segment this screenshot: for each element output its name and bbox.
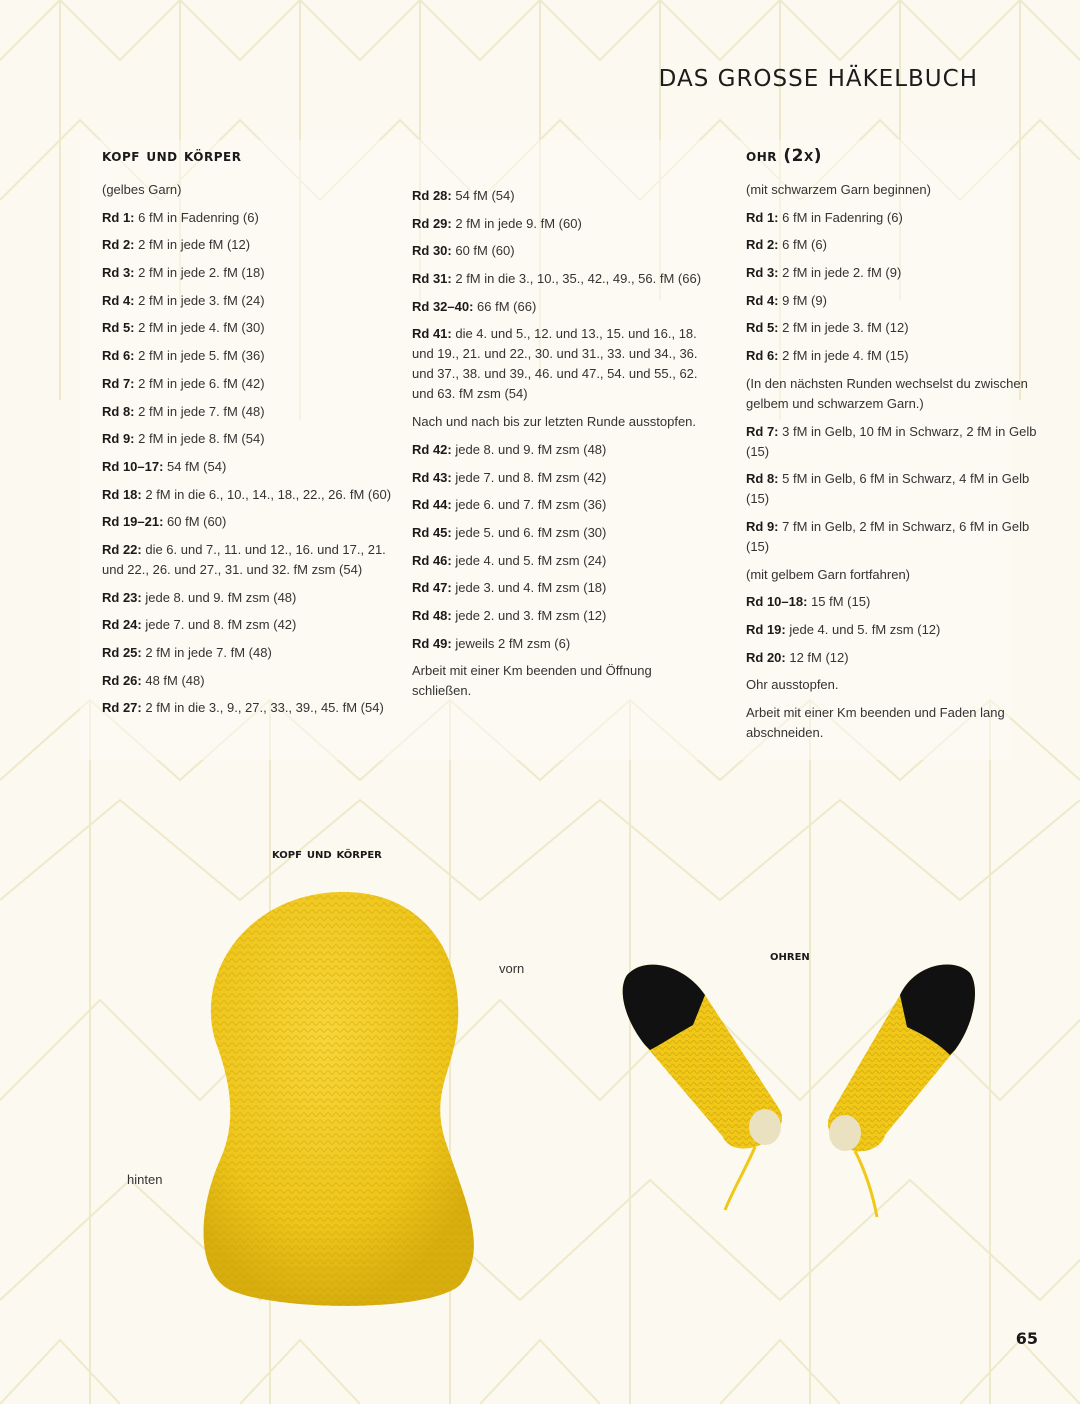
- row-text: die 4. und 5., 12. und 13., 15. und 16., 18. und 19., 21. und 22., 30. und 31., 33. und 34., 36. und 37., 38. und 39., 46. und 47., 54. und 55., 62. und 63. fM zsm (54): [412, 326, 698, 402]
- instruction-row: [412, 551, 712, 571]
- crochet-body-image: [190, 880, 500, 1320]
- row-text: jede 8. und 9. fM zsm (48): [451, 441, 607, 457]
- row-label: Rd 41:: [412, 326, 452, 342]
- body-instructions-column-1: [102, 146, 392, 726]
- figure-label-front: vorn: [499, 961, 525, 976]
- row-label: Rd 18:: [102, 486, 142, 502]
- ear-instructions-column: [746, 146, 1046, 751]
- instruction-row: [102, 457, 392, 477]
- instruction-row: [746, 422, 1046, 462]
- row-label: Rd 2:: [102, 237, 135, 253]
- instruction-row: [102, 263, 392, 283]
- instruction-row: [746, 703, 1046, 743]
- instruction-row: [102, 318, 392, 338]
- instruction-row: [102, 346, 392, 366]
- instruction-row: [102, 671, 392, 691]
- row-text: 2 fM in jede 2. fM (9): [778, 265, 902, 281]
- row-label: Rd 24:: [102, 617, 142, 633]
- instruction-row: [102, 698, 392, 718]
- page-number: 65: [1015, 1329, 1038, 1348]
- row-label: Rd 48:: [412, 607, 452, 623]
- row-label: Rd 28:: [412, 188, 452, 203]
- row-text: 2 fM in jede 7. fM (48): [141, 645, 272, 660]
- instruction-row: [746, 346, 1046, 366]
- row-text: jede 3. und 4. fM zsm (18): [451, 580, 607, 596]
- row-text: 54 fM (54): [451, 188, 515, 203]
- instruction-row: [412, 269, 712, 289]
- row-label: Rd 4:: [102, 292, 135, 308]
- row-label: Rd 22:: [102, 541, 142, 557]
- row-label: Rd 10–17:: [102, 458, 164, 474]
- instruction-row: [102, 643, 392, 663]
- row-text: jede 8. und 9. fM zsm (48): [141, 589, 297, 605]
- row-text: 2 fM in jede 3. fM (24): [134, 292, 265, 308]
- row-text: 6 fM in Fadenring (6): [134, 209, 259, 225]
- row-text: Ohr ausstopfen.: [746, 677, 839, 693]
- row-label: Rd 6:: [746, 348, 779, 364]
- row-text: 2 fM in jede 4. fM (30): [134, 320, 265, 336]
- row-text: 2 fM in die 6., 10., 14., 18., 22., 26. fM (60): [141, 486, 392, 502]
- instruction-row: [102, 588, 392, 608]
- instruction-row: [102, 235, 392, 255]
- row-label: Rd 31:: [412, 271, 452, 287]
- row-label: Rd 10–18:: [746, 594, 808, 610]
- yarn-note: (mit schwarzem Garn beginnen): [746, 182, 931, 197]
- row-text: 2 fM in jede 4. fM (15): [778, 348, 909, 364]
- row-text: 2 fM in jede 5. fM (36): [134, 348, 265, 364]
- section-heading-ear: ohr (2x): [746, 146, 823, 166]
- row-label: Rd 2:: [746, 237, 779, 253]
- row-label: Rd 1:: [746, 209, 779, 225]
- row-label: Rd 7:: [102, 375, 135, 391]
- row-text: 9 fM (9): [778, 292, 827, 308]
- body-instructions-column-2: [412, 186, 712, 709]
- row-text: 5 fM in Gelb, 6 fM in Schwarz, 4 fM in Gelb (15): [746, 471, 1030, 507]
- row-label: Rd 30:: [412, 243, 452, 259]
- row-label: Rd 5:: [746, 320, 779, 336]
- row-label: Rd 4:: [746, 292, 779, 308]
- instruction-row: [412, 468, 712, 488]
- row-label: Rd 19:: [746, 621, 786, 637]
- figure-label-body: kopf und körper: [272, 846, 382, 862]
- row-text: 3 fM in Gelb, 10 fM in Schwarz, 2 fM in Gelb (15): [746, 423, 1037, 459]
- instruction-row: [746, 263, 1046, 283]
- instruction-row: [746, 235, 1046, 255]
- row-label: Rd 25:: [102, 645, 142, 660]
- instruction-row: [412, 186, 712, 206]
- instruction-row: [746, 318, 1046, 338]
- row-label: Rd 46:: [412, 552, 452, 568]
- row-label: Rd 3:: [102, 265, 135, 281]
- row-text: 7 fM in Gelb, 2 fM in Schwarz, 6 fM in Gelb (15): [746, 518, 1030, 554]
- instruction-row: [102, 208, 392, 228]
- instruction-row: [746, 675, 1046, 695]
- row-label: Rd 47:: [412, 580, 452, 596]
- row-label: Rd 1:: [102, 209, 135, 225]
- row-text: 2 fM in die 3., 9., 27., 33., 39., 45. fM (54): [141, 700, 384, 716]
- row-text: Arbeit mit einer Km beenden und Faden lang abschneiden.: [746, 705, 1005, 740]
- instruction-row: [412, 495, 712, 515]
- instruction-row: [746, 517, 1046, 557]
- row-text: jede 5. und 6. fM zsm (30): [451, 524, 607, 540]
- row-text: 2 fM in jede 8. fM (54): [134, 431, 265, 447]
- row-label: Rd 26:: [102, 672, 142, 688]
- instruction-row: [746, 620, 1046, 640]
- row-text: 48 fM (48): [141, 672, 205, 688]
- crochet-ears-image: [615, 955, 985, 1225]
- row-label: Rd 27:: [102, 700, 142, 716]
- row-text: 2 fM in jede 6. fM (42): [134, 375, 265, 391]
- instruction-row: [412, 412, 712, 432]
- row-text: 54 fM (54): [163, 458, 227, 474]
- row-label: Rd 8:: [102, 403, 135, 419]
- row-label: Rd 44:: [412, 497, 452, 513]
- row-label: Rd 49:: [412, 635, 452, 651]
- row-text: 6 fM (6): [778, 237, 827, 253]
- figure-label-back: hinten: [127, 1172, 163, 1187]
- row-text: 2 fM in jede 2. fM (18): [134, 265, 265, 281]
- figure-label-ears: ohren: [770, 948, 810, 964]
- row-text: 2 fM in jede 9. fM (60): [451, 215, 582, 231]
- yarn-note: (gelbes Garn): [102, 182, 182, 197]
- instruction-row: [746, 648, 1046, 668]
- row-text: (In den nächsten Runden wechselst du zwischen gelbem und schwarzem Garn.): [746, 375, 1028, 411]
- instruction-row: [412, 523, 712, 543]
- instruction-row: [102, 402, 392, 422]
- row-text: jede 7. und 8. fM zsm (42): [451, 469, 607, 485]
- instruction-row: [746, 592, 1046, 612]
- row-text: 2 fM in jede 7. fM (48): [134, 403, 265, 419]
- instruction-row: [412, 214, 712, 234]
- instruction-row: [412, 606, 712, 626]
- instruction-row: [412, 297, 712, 317]
- row-text: (mit gelbem Garn fortfahren): [746, 566, 911, 582]
- instruction-row: [412, 661, 712, 701]
- row-text: 60 fM (60): [451, 243, 515, 259]
- row-text: 15 fM (15): [807, 594, 871, 610]
- row-label: Rd 23:: [102, 589, 142, 605]
- row-text: jede 7. und 8. fM zsm (42): [141, 617, 297, 633]
- instruction-row: [412, 324, 712, 404]
- row-label: Rd 6:: [102, 348, 135, 364]
- row-text: 60 fM (60): [163, 514, 227, 530]
- row-label: Rd 7:: [746, 423, 779, 439]
- row-label: Rd 9:: [102, 431, 135, 447]
- instruction-row: [102, 291, 392, 311]
- instruction-row: [102, 512, 392, 532]
- instruction-row: [746, 565, 1046, 585]
- row-label: Rd 9:: [746, 518, 779, 534]
- instruction-row: [746, 291, 1046, 311]
- instruction-row: [746, 374, 1046, 414]
- row-label: Rd 20:: [746, 649, 786, 665]
- row-text: jeweils 2 fM zsm (6): [451, 635, 571, 651]
- instruction-row: [412, 440, 712, 460]
- row-text: 2 fM in jede fM (12): [134, 237, 251, 253]
- left-ear: [623, 965, 782, 1210]
- row-text: Nach und nach bis zur letzten Runde ausstopfen.: [412, 414, 697, 430]
- row-text: jede 4. und 5. fM zsm (24): [451, 552, 607, 568]
- row-text: Arbeit mit einer Km beenden und Öffnung schließen.: [412, 663, 652, 699]
- row-label: Rd 3:: [746, 265, 779, 281]
- row-label: Rd 45:: [412, 524, 452, 540]
- section-heading-body: kopf und körper: [102, 146, 242, 166]
- row-label: Rd 8:: [746, 471, 779, 487]
- right-ear: [828, 964, 975, 1217]
- row-text: 2 fM in jede 3. fM (12): [778, 320, 909, 336]
- instruction-row: [102, 374, 392, 394]
- instruction-row: [102, 615, 392, 635]
- row-label: Rd 42:: [412, 441, 452, 457]
- instruction-row: [102, 485, 392, 505]
- row-label: Rd 43:: [412, 469, 452, 485]
- row-text: 66 fM (66): [473, 298, 537, 314]
- instruction-row: [102, 429, 392, 449]
- instruction-row: [412, 241, 712, 261]
- row-label: Rd 29:: [412, 215, 452, 231]
- row-text: jede 2. und 3. fM zsm (12): [451, 607, 607, 623]
- instruction-row: [412, 578, 712, 598]
- instruction-row: [412, 634, 712, 654]
- row-label: Rd 32–40:: [412, 298, 474, 314]
- row-text: die 6. und 7., 11. und 12., 16. und 17., 21. und 22., 26. und 27., 31. und 32. fM zsm (54): [102, 541, 386, 577]
- row-text: jede 6. und 7. fM zsm (36): [451, 497, 607, 513]
- row-text: 2 fM in die 3., 10., 35., 42., 49., 56. fM (66): [451, 271, 702, 287]
- row-text: jede 4. und 5. fM zsm (12): [785, 621, 941, 637]
- row-text: 12 fM (12): [785, 649, 849, 665]
- book-title: DAS GROSSE HÄKELBUCH: [658, 66, 978, 92]
- instruction-row: [746, 208, 1046, 228]
- row-label: Rd 19–21:: [102, 514, 164, 530]
- row-text: 6 fM in Fadenring (6): [778, 209, 903, 225]
- instruction-row: [746, 469, 1046, 509]
- row-label: Rd 5:: [102, 320, 135, 336]
- instruction-row: [102, 540, 392, 580]
